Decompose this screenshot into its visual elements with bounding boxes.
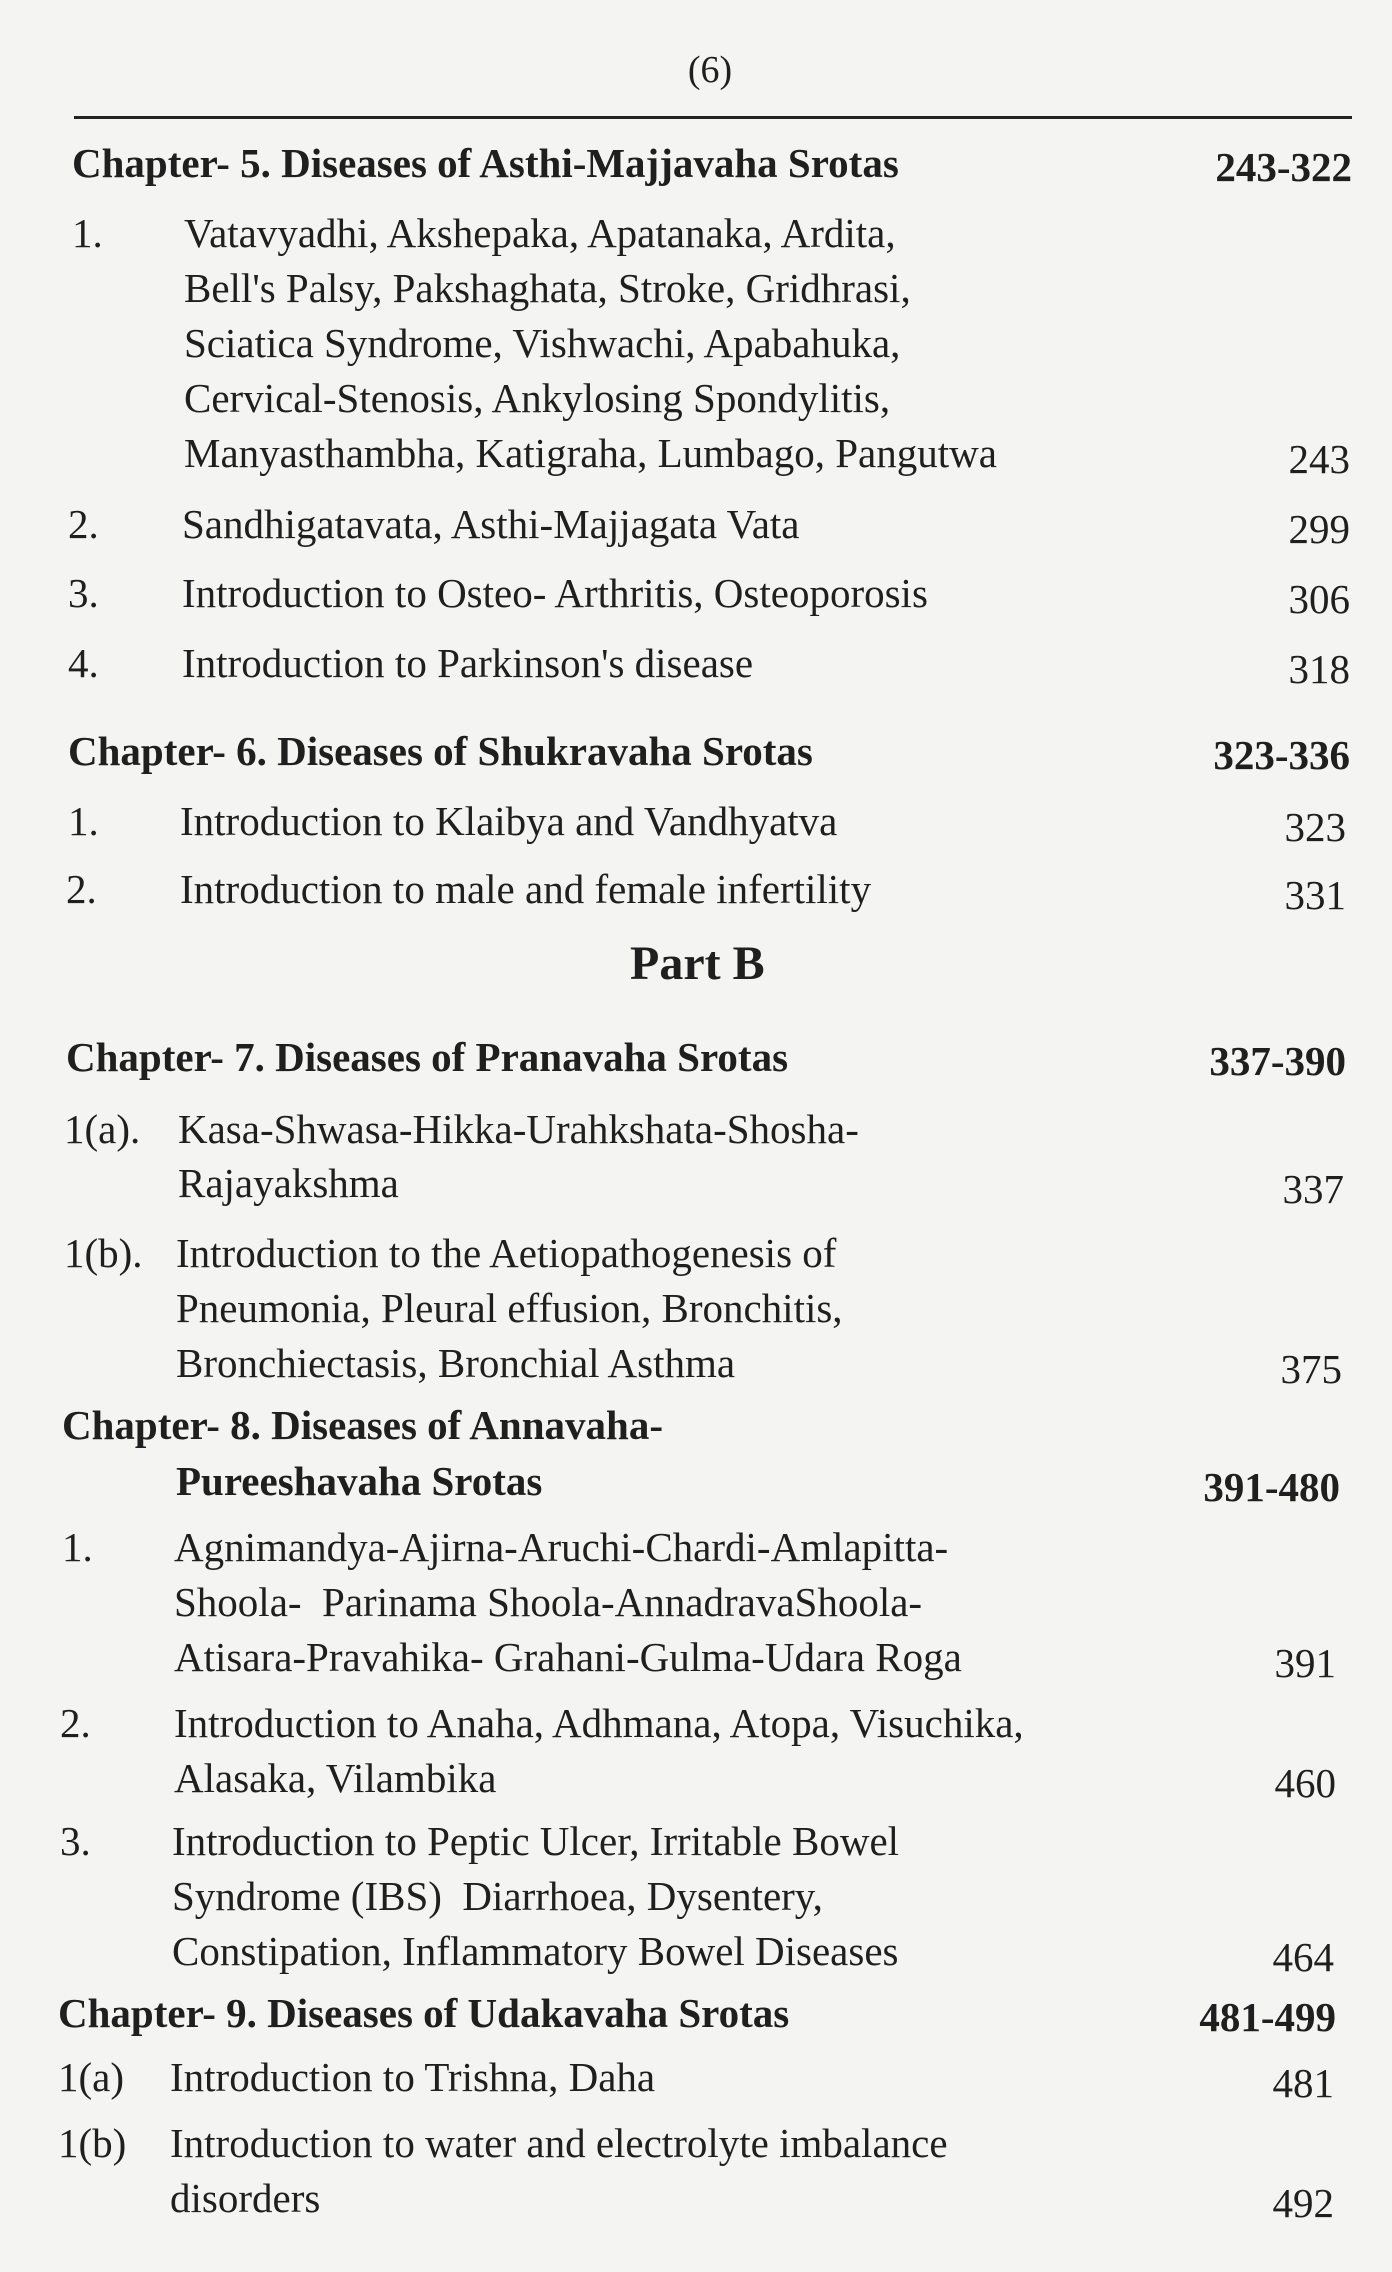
ch7-item-1a-number: 1(a). [64,1106,141,1152]
ch5-item-3-number: 3. [68,570,99,616]
ch8-item-1-page: 391 [1274,1640,1336,1686]
ch9-item-1a-line-1: Introduction to Trishna, Daha [170,2054,656,2100]
ch5-item-3-line-1: Introduction to Osteo- Arthritis, Osteoporosis [182,570,928,616]
ch6-item-1-number: 1. [68,798,99,844]
chapter-9-range: 481-499 [1199,1994,1336,2040]
ch7-item-1b-line-2: Pneumonia, Pleural effusion, Bronchitis, [176,1285,843,1331]
ch5-item-1-line-5: Manyasthambha, Katigraha, Lumbago, Pangutwa [184,430,997,476]
ch5-item-2-page: 299 [1288,506,1350,552]
ch7-item-1a-page: 337 [1282,1166,1344,1212]
ch6-item-2-page: 331 [1284,872,1346,918]
ch5-item-1-line-2: Bell's Palsy, Pakshaghata, Stroke, Gridhrasi, [184,265,911,311]
ch5-item-2-number: 2. [68,501,99,547]
chapter-5-title: Chapter- 5. Diseases of Asthi-Majjavaha Srotas [72,140,899,186]
chapter-8-title-line-2: Pureeshavaha Srotas [176,1458,543,1504]
ch7-item-1a-line-2: Rajayakshma [178,1160,399,1206]
ch5-item-4-line-1: Introduction to Parkinson's disease [182,640,754,686]
ch8-item-2-line-1: Introduction to Anaha, Adhmana, Atopa, Visuchika, [174,1700,1024,1746]
ch7-item-1b-line-1: Introduction to the Aetiopathogenesis of [176,1230,837,1276]
ch5-item-1-number: 1. [72,210,103,256]
ch8-item-1-line-3: Atisara-Pravahika- Grahani-Gulma-Udara Roga [174,1634,962,1680]
ch9-item-1a-number: 1(a) [58,2054,125,2100]
ch8-item-3-line-2: Syndrome (IBS) Diarrhoea, Dysentery, [172,1873,823,1919]
ch7-item-1a-line-1: Kasa-Shwasa-Hikka-Urahkshata-Shosha- [178,1106,859,1152]
part-heading: Part B [630,937,765,990]
ch5-item-4-page: 318 [1288,646,1350,692]
ch8-item-1-number: 1. [62,1524,93,1570]
ch8-item-3-line-1: Introduction to Peptic Ulcer, Irritable Bowel [172,1818,900,1864]
ch8-item-3-page: 464 [1272,1934,1334,1980]
page-number: (6) [687,49,733,91]
ch9-item-1a-page: 481 [1272,2060,1334,2106]
ch8-item-3-number: 3. [60,1818,91,1864]
ch6-item-2-line-1: Introduction to male and female infertility [180,866,872,912]
header-rule [74,116,1352,119]
chapter-6-range: 323-336 [1213,732,1350,778]
ch8-item-1-line-1: Agnimandya-Ajirna-Aruchi-Chardi-Amlapitta- [174,1524,949,1570]
chapter-9-title: Chapter- 9. Diseases of Udakavaha Srotas [58,1990,790,2036]
ch9-item-1b-line-1: Introduction to water and electrolyte imbalance [170,2120,948,2166]
ch6-item-1-line-1: Introduction to Klaibya and Vandhyatva [180,798,838,844]
ch5-item-3-page: 306 [1288,576,1350,622]
ch8-item-1-line-2: Shoola- Parinama Shoola-AnnadravaShoola- [174,1579,923,1625]
ch5-item-2-line-1: Sandhigatavata, Asthi-Majjagata Vata [182,501,800,547]
ch6-item-2-number: 2. [66,866,97,912]
ch8-item-2-page: 460 [1274,1760,1336,1806]
ch5-item-1-page: 243 [1288,436,1350,482]
chapter-7-range: 337-390 [1209,1038,1346,1084]
ch8-item-3-line-3: Constipation, Inflammatory Bowel Diseases [172,1928,899,1974]
ch8-item-2-line-2: Alasaka, Vilambika [174,1755,497,1801]
ch5-item-1-line-1: Vatavyadhi, Akshepaka, Apatanaka, Ardita, [184,210,896,256]
chapter-8-title-line-1: Chapter- 8. Diseases of Annavaha- [62,1402,663,1448]
chapter-8-range: 391-480 [1203,1464,1340,1510]
chapter-6-title: Chapter- 6. Diseases of Shukravaha Srotas [68,728,813,774]
ch5-item-4-number: 4. [68,640,99,686]
chapter-5-range: 243-322 [1215,144,1352,190]
ch5-item-1-line-4: Cervical-Stenosis, Ankylosing Spondylitis, [184,375,891,421]
ch5-item-1-line-3: Sciatica Syndrome, Vishwachi, Apabahuka, [184,320,901,366]
ch7-item-1b-page: 375 [1280,1346,1342,1392]
ch6-item-1-page: 323 [1284,804,1346,850]
ch9-item-1b-page: 492 [1272,2180,1334,2226]
chapter-7-title: Chapter- 7. Diseases of Pranavaha Srotas [66,1034,789,1080]
ch9-item-1b-line-2: disorders [170,2175,321,2221]
ch7-item-1b-number: 1(b). [64,1230,143,1276]
ch8-item-2-number: 2. [60,1700,91,1746]
ch9-item-1b-number: 1(b) [58,2120,127,2166]
ch7-item-1b-line-3: Bronchiectasis, Bronchial Asthma [176,1340,736,1386]
